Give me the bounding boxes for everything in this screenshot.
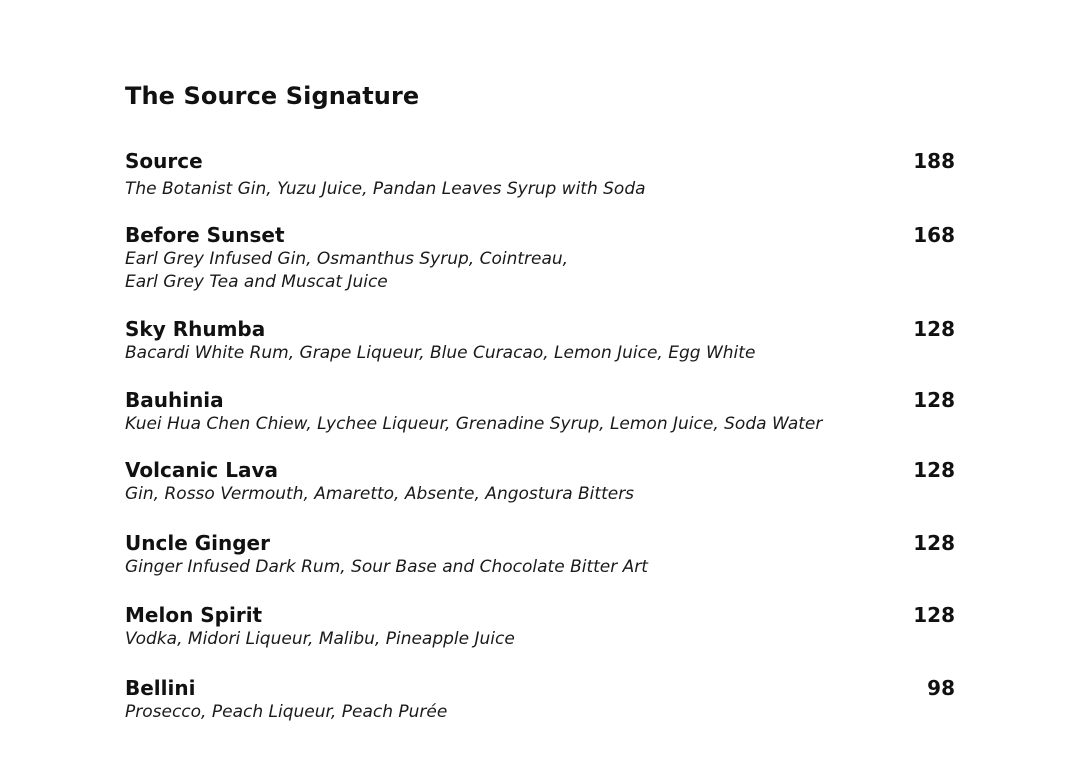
item-description [125, 413, 955, 436]
item-name: Bauhinia [125, 388, 224, 412]
item-name: Bellini [125, 676, 196, 700]
item-name: Uncle Ginger [125, 531, 270, 555]
item-price: 168 [913, 223, 955, 247]
description-line: Ginger Infused Dark Rum, Sour Base and Chocolate Bitter Art [125, 557, 648, 577]
item-name: Melon Spirit [125, 603, 263, 627]
menu-item-bellini [125, 675, 955, 724]
menu-item-header [125, 222, 955, 248]
menu-item-header [125, 457, 955, 483]
item-price: 128 [913, 388, 955, 412]
item-name: Volcanic Lava [125, 458, 279, 482]
description-line: Bacardi White Rum, Grape Liqueur, Blue Curacao, Lemon Juice, Egg White [125, 343, 756, 363]
item-description [125, 628, 955, 651]
item-description [125, 248, 955, 293]
menu-item-header [125, 148, 955, 174]
menu-item-bauhinia [125, 387, 955, 436]
menu-item-sky-rhumba [125, 316, 955, 365]
menu-item-header [125, 602, 955, 628]
menu-item-header [125, 675, 955, 701]
item-price: 188 [913, 149, 955, 173]
description-line: Earl Grey Infused Gin, Osmanthus Syrup, Cointreau, [125, 249, 569, 269]
item-name: Before Sunset [125, 223, 285, 247]
item-description [125, 701, 955, 724]
item-price: 98 [927, 676, 955, 700]
description-line: The Botanist Gin, Yuzu Juice, Pandan Leaves Syrup with Soda [125, 179, 646, 199]
menu-item-melon-spirit [125, 602, 955, 651]
item-description [125, 483, 955, 506]
menu-item-before-sunset [125, 222, 955, 293]
item-description [125, 342, 955, 365]
description-line: Vodka, Midori Liqueur, Malibu, Pineapple Juice [125, 629, 515, 649]
description-line: Prosecco, Peach Liqueur, Peach Purée [125, 702, 448, 722]
item-name: Sky Rhumba [125, 317, 266, 341]
item-price: 128 [913, 603, 955, 627]
item-price: 128 [913, 317, 955, 341]
menu-title: The Source Signature [125, 82, 420, 110]
item-price: 128 [913, 458, 955, 482]
description-line: Earl Grey Tea and Muscat Juice [125, 271, 388, 292]
menu-item-volcanic-lava [125, 457, 955, 506]
item-name: Source [125, 149, 203, 173]
description-line: Gin, Rosso Vermouth, Amaretto, Absente, Angostura Bitters [125, 484, 635, 504]
menu-item-source [125, 148, 955, 201]
menu-item-header [125, 530, 955, 556]
menu-item-header [125, 387, 955, 413]
item-description [125, 178, 955, 201]
description-line: Kuei Hua Chen Chiew, Lychee Liqueur, Grenadine Syrup, Lemon Juice, Soda Water [125, 414, 823, 434]
menu-list [125, 0, 955, 758]
item-description [125, 556, 955, 579]
menu-item-header [125, 316, 955, 342]
item-price: 128 [913, 531, 955, 555]
menu-item-uncle-ginger [125, 530, 955, 579]
